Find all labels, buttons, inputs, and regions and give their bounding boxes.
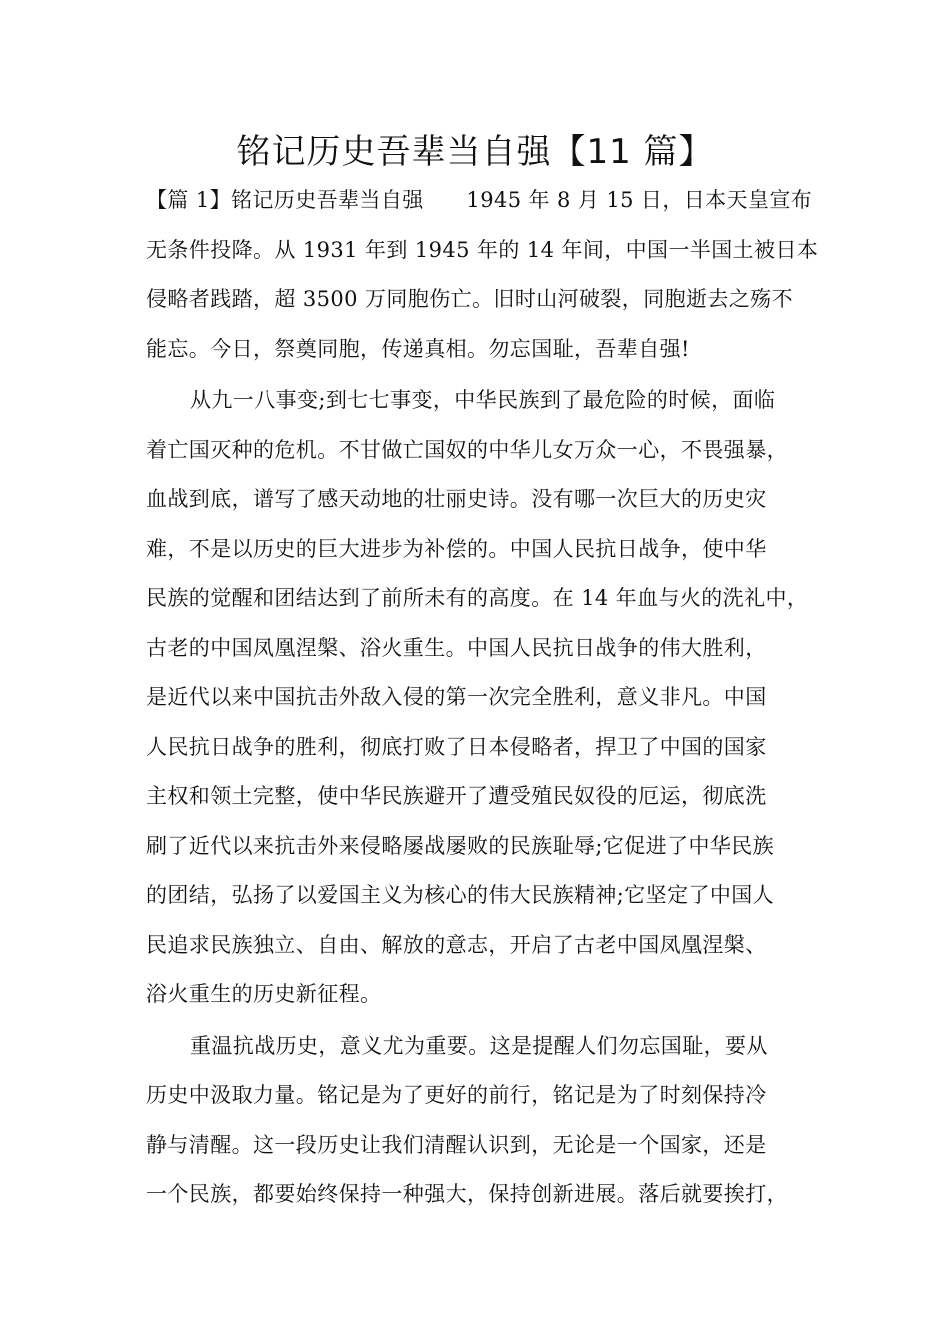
paragraph-line: 无条件投降。从 1931 年到 1945 年的 14 年间，中国一半国土被日本 (146, 237, 819, 262)
paragraph-line: 难，不是以历史的巨大进步为补偿的。中国人民抗日战争，使中华 (146, 536, 767, 561)
paragraph-line: 从九一八事变;到七七事变，中华民族到了最危险的时候，面临 (190, 388, 776, 412)
paragraph-line: 血战到底，谱写了感天动地的壮丽史诗。没有哪一次巨大的历史灾 (146, 487, 767, 511)
paragraph-line: 着亡国灭种的危机。不甘做亡国奴的中华儿女万众一心，不畏强暴， (146, 437, 788, 462)
paragraph-line: 民族的觉醒和团结达到了前所未有的高度。在 14 年血与火的洗礼中， (146, 586, 809, 610)
paragraph-line: 能忘。今日，祭奠同胞，传递真相。勿忘国耻，吾辈自强! (146, 336, 690, 361)
paragraph-line: 静与清醒。这一段历史让我们清醒认识到，无论是一个国家，还是 (146, 1132, 767, 1157)
paragraph-line: 人民抗日战争的胜利，彻底打败了日本侵略者，捍卫了中国的国家 (146, 734, 767, 759)
paragraph-line: 民追求民族独立、自由、解放的意志，开启了古老中国凤凰涅槃、 (146, 932, 767, 957)
paragraph-line: 历史中汲取力量。铭记是为了更好的前行，铭记是为了时刻保持冷 (146, 1083, 767, 1107)
paragraph-line: 【篇 1】铭记历史吾辈当自强 1945 年 8 月 15 日，日本天皇宣布 (146, 188, 813, 212)
paragraph-line: 一个民族，都要始终保持一种强大，保持创新进展。落后就要挨打， (146, 1182, 788, 1206)
paragraph-line: 刷了近代以来抗击外来侵略屡战屡败的民族耻辱;它促进了中华民族 (146, 833, 775, 858)
paragraph-line: 主权和领土完整，使中华民族避开了遭受殖民奴役的厄运，彻底洗 (146, 784, 767, 808)
paragraph-line: 侵略者践踏，超 3500 万同胞伤亡。旧时山河破裂，同胞逝去之殇不 (146, 287, 793, 311)
paragraph-line: 的团结，弘扬了以爱国主义为核心的伟大民族精神;它坚定了中国人 (146, 883, 775, 907)
paragraph-line: 重温抗战历史，意义尤为重要。这是提醒人们勿忘国耻，要从 (190, 1033, 768, 1058)
paragraph-line: 古老的中国凤凰涅槃、浴火重生。中国人民抗日战争的伟大胜利， (146, 635, 767, 660)
paragraph-line: 浴火重生的历史新征程。 (146, 982, 382, 1006)
document-body (146, 182, 826, 1226)
paragraph-line: 是近代以来中国抗击外敌入侵的第一次完全胜利，意义非凡。中国 (146, 685, 767, 709)
document-title: 铭记历史吾辈当自强【11 篇】 (236, 132, 714, 172)
